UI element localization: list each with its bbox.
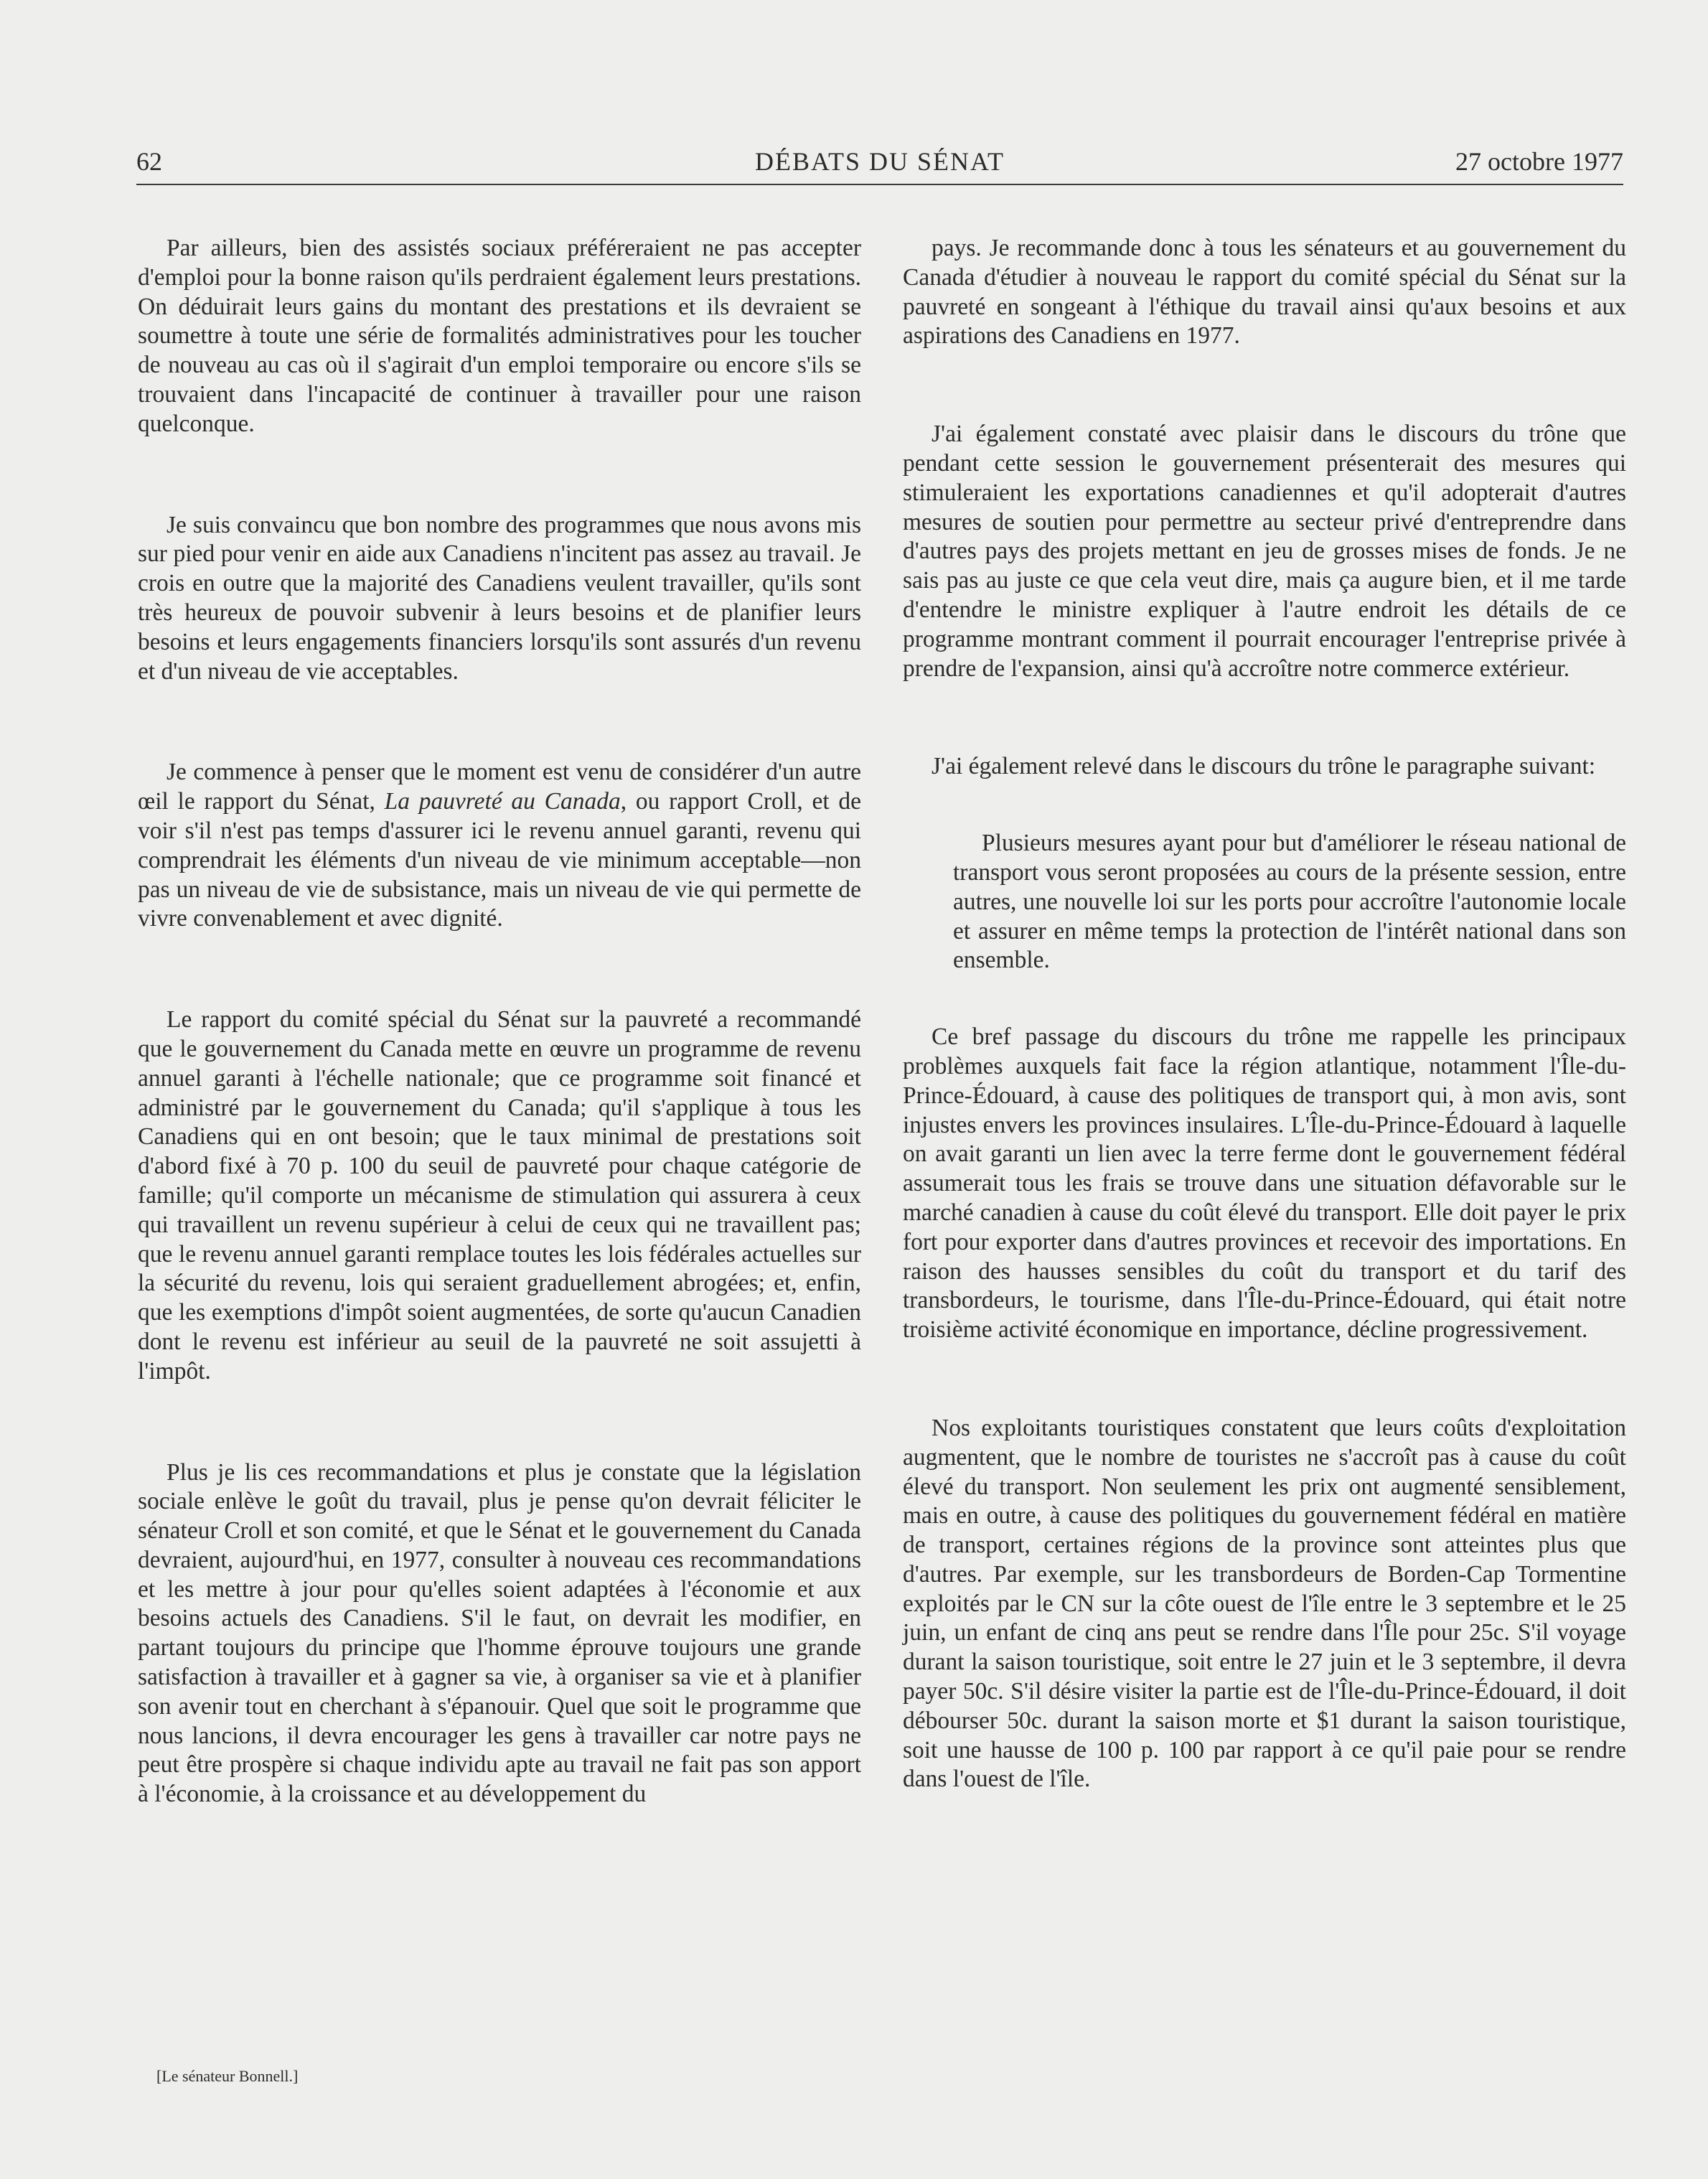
paragraph: Par ailleurs, bien des assistés sociaux préféreraient ne pas accepter d'emploi pour la bonne raison qu'ils perdraient également leurs prestations. On déduirait leurs gains du montant des prestations et ils devraient se soumettre à toute une série de formalités administratives pour les toucher de nouveau au cas où il s'agirait d'un emploi temporaire ou encore s'ils se trouvaient dans l'incapacité de continuer à travailler pour une raison quelconque. <box>138 235 861 437</box>
block-quote: Plusieurs mesures ayant pour but d'améliorer le réseau national de transport vous seront proposées au cours de la présente session, entre autres, une nouvelle loi sur les ports pour accroître l'autonomie locale et assurer en même temps la protection de l'intérêt national dans son ensemble. <box>953 830 1626 974</box>
page-header <box>136 144 1623 179</box>
text-segment: , ou rapport Croll, et de voir s'il n'est pas temps d'assurer ici le revenu annuel garanti, revenu qui comprendrait les éléments d'un niveau de vie minimum acceptable—non pas un niveau de vie de subsistance, mais un niveau de vie qui permette de vivre convenablement et avec dignité. <box>138 788 862 932</box>
paragraph: Je suis convaincu que bon nombre des programmes que nous avons mis sur pied pour venir en aide aux Canadiens n'incitent pas assez au travail. Je crois en outre que la majorité des Canadiens veulent travailler, qu'ils sont très heureux de pouvoir subvenir à leurs besoins et de planifier leurs besoins et leurs engagements financiers lorsqu'ils sont assurés d'un revenu et d'un niveau de vie acceptables. <box>138 511 861 685</box>
header-rule <box>136 184 1623 185</box>
report-title: La pauvreté au Canada <box>384 788 621 815</box>
paragraph: Nos exploitants touristiques constatent que leurs coûts d'exploitation augmentent, que le nombre de touristes ne s'accroît pas à cause du coût élevé du transport. Non seulement les prix ont augmenté sensiblement, mais en outre, à cause des politiques du gouvernement fédéral en matière de transport, certaines régions de la province sont atteintes plus que d'autres. Par exemple, sur les transbordeurs de Borden-Cap Tormentine exploités par le CN sur la côte ouest de l'île entre le 3 septembre et le 25 juin, un enfant de cinq ans peut se rendre dans l'Île pour 25c. S'il voyage durant la saison touristique, soit entre le 27 juin et le 3 septembre, il devra payer 50c. S'il désire visiter la partie est de l'Île-du-Prince-Édouard, il doit débourser 50c. durant la saison morte et $1 durant la saison touristique, soit une hausse de 100 p. 100 par rapport à ce qu'il paie pour se rendre dans l'ouest de l'île. <box>903 1414 1626 1793</box>
paragraph <box>138 758 861 934</box>
paragraph: Le rapport du comité spécial du Sénat sur la pauvreté a recommandé que le gouvernement du Canada mette en œuvre un programme de revenu annuel garanti à l'échelle nationale; que ce programme soit financé et administré par le gouvernement du Canada; qu'il s'applique à tous les Canadiens qui en ont besoin; que le taux minimal de prestations soit d'abord fixé à 70 p. 100 du seuil de pauvreté pour chaque catégorie de famille; qu'il comporte un mécanisme de stimulation qui assurera à ceux qui travaillent un revenu supérieur à celui de ceux qui ne travaillent pas; que le revenu annuel garanti remplace toutes les lois fédérales actuelles sur la sécurité du revenu, lois qui seraient graduellement abrogées; et, enfin, que les exemptions d'impôt soient augmentées, de sorte qu'aucun Canadien dont le revenu est inférieur au seuil de la pauvreté ne soit assujetti à l'impôt. <box>138 1006 861 1384</box>
paragraph: J'ai également constaté avec plaisir dans le discours du trône que pendant cette session le gouvernement présenterait des mesures qui stimuleraient les exportations canadiennes et qu'il adopterait d'autres mesures de soutien pour permettre au secteur privé d'entreprendre dans d'autres pays des projets mettant en jeu de grosses mises de fonds. Je ne sais pas au juste ce que cela veut dire, mais ça augure bien, et il me tarde d'entendre le ministre expliquer à l'autre endroit les détails de ce programme montrant comment il pourrait encourager l'entreprise privée à prendre de l'expansion, ainsi qu'à accroître notre commerce extérieur. <box>903 421 1626 682</box>
page-number: 62 <box>136 147 162 176</box>
left-column <box>138 234 861 1809</box>
paragraph: Plus je lis ces recommandations et plus je constate que la législation sociale enlève le goût du travail, plus je pense qu'on devrait féliciter le sénateur Croll et son comité, et que le Sénat et le gouvernement du Canada devraient, aujourd'hui, en 1977, consulter à nouveau ces recommandations et les mettre à jour pour qu'elles soient adaptées à l'économie et aux besoins actuels des Canadiens. S'il le faut, on devrait les modifier, en partant toujours du principe que l'homme éprouve toujours une grande satisfaction à travailler et à gagner sa vie, à organiser sa vie et à planifier son avenir tout en cherchant à s'épanouir. Quel que soit le programme que nous lancions, il devra encourager les gens à travailler car notre pays ne peut être prospère si chaque individu apte au travail ne fait pas son apport à l'économie, à la croissance et au développement du <box>138 1458 861 1808</box>
text-segment: Je commence à penser que le moment est venu de considérer d'un autre œil le rapport du Sénat, <box>138 759 861 815</box>
publication-date: 27 octobre 1977 <box>1455 147 1623 176</box>
paragraph: pays. Je recommande donc à tous les sénateurs et au gouvernement du Canada d'étudier à nouveau le rapport du comité spécial du Sénat sur la pauvreté en songeant à l'éthique du travail ainsi qu'aux besoins et aux aspirations des Canadiens en 1977. <box>903 235 1626 350</box>
speaker-attribution: [Le sénateur Bonnell.] <box>156 2067 299 2085</box>
paragraph: J'ai également relevé dans le discours du trône le paragraphe suivant: <box>932 753 1596 780</box>
right-column <box>903 234 1626 1794</box>
publication-title: DÉBATS DU SÉNAT <box>754 147 1005 176</box>
paragraph: Ce bref passage du discours du trône me rappelle les principaux problèmes auxquels fait face la région atlantique, notamment l'Île-du-Prince-Édouard, à cause des politiques de transport qui, à mon avis, sont injustes envers les provinces insulaires. L'Île-du-Prince-Édouard à laquelle on avait garanti un lien avec la terre ferme dont le gouvernement fédéral assumerait tous les frais se trouve dans une situation défavorable sur le marché canadien à cause du coût élevé du transport. Elle doit payer le prix fort pour exporter dans d'autres provinces et recevoir des importations. En raison des hausses sensibles du coût du transport et du tarif des transbordeurs, le tourisme, dans l'Île-du-Prince-Édouard, qui était notre troisième activité économique en importance, décline progressivement. <box>903 1023 1626 1344</box>
